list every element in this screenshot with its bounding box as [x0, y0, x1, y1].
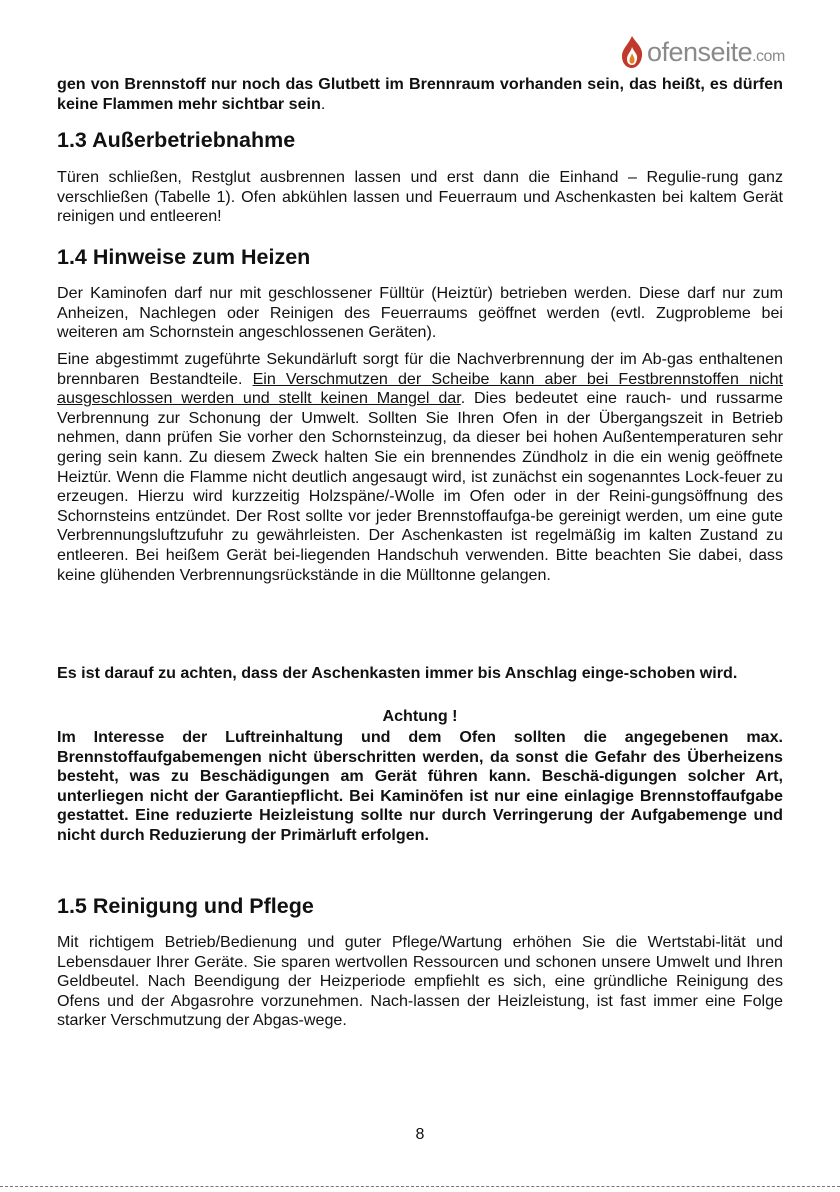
section-1-3-body: Türen schließen, Restglut ausbrennen lassen und erst dann die Einhand – Regulie-rung ganz verschließen (Tabelle 1). Ofen abkühlen lassen und Feuerraum und Aschenkasten bei kaltem Gerät reinigen und entleeren! — [57, 168, 783, 226]
para-2-end: . Dies bedeutet eine rauch- und russarme Verbrennung zur Schonung der Umwelt. Sollten Sie Ihren Ofen in der Übergangszeit in Betrieb nehmen, dann prüfen Sie vorher den Schornsteinzug, da dieser bei hohen Außentemperaturen sehr gering sein kann. Zu diesem Zweck halten Sie ein brennendes Zündholz in die ein wenig geöffnete Heiztür. Wenn die Flamme nicht deutlich angesaugt wird, ist zunächst ein sogenanntes Lock-feuer zu erzeugen. Hierzu wird kurzzeitig Holzspäne/-Wolle im Ofen oder in der Reini-gungsöffnung des Schornsteins entzündet. Der Rost sollte vor jeder Brennstoffaufga-be gereinigt werden, um eine gute Verbrennungsluftzufuhr zu gewährleisten. Der Aschenkasten ist regelmäßig im kalten Zustand zu entleeren. Bei heißem Gerät bei-liegenden Handschuh verwenden. Bitte beachten Sie dabei, dass keine glühenden Verbrennungsrückstände in die Mülltonne gelangen. — [57, 389, 783, 584]
page-number: 8 — [415, 1126, 425, 1143]
heading-1-4: 1.4 Hinweise zum Heizen — [57, 245, 311, 269]
intro-paragraph — [57, 75, 783, 114]
achtung-title: Achtung ! — [382, 707, 458, 725]
page-bottom-divider — [0, 1186, 840, 1187]
heading-1-5: 1.5 Reinigung und Pflege — [57, 894, 314, 918]
intro-bold-text: gen von Brennstoff nur noch das Glutbett im Brennraum vorhanden sein, das heißt, es dürfen keine Flammen mehr sichtbar sein — [57, 75, 783, 113]
section-1-4-para-2 — [57, 350, 783, 585]
achtung-body: Im Interesse der Luftreinhaltung und dem Ofen sollten die angegebenen max. Brennstoffaufgabemengen nicht überschritten werden, da sonst die Gefahr des Überheizens besteht, was zu Beschädigungen am Gerät führen kann. Beschä-digungen solcher Art, unterliegen nicht der Garantiepflicht. Bei Kaminöfen ist nur eine einlagige Brennstoffaufgabe gestattet. Eine reduzierte Heizleistung sollte nur durch Verringerung der Aufgabemenge und nicht durch Reduzierung der Primärluft erfolgen. — [57, 728, 783, 844]
section-1-4-ash-notice: Es ist darauf zu achten, dass der Aschenkasten immer bis Anschlag einge-schoben wird. — [57, 664, 738, 682]
section-1-4-para-1: Der Kaminofen darf nur mit geschlossener Fülltür (Heiztür) betrieben werden. Diese darf nur zum Anheizen, Nachlegen oder Reinigen des Feuerraums geöffnet werden (evtl. Zugprobleme bei weiteren am Schornstein angeschlossenen Geräten). — [57, 284, 783, 342]
para-2-start: Eine abgestimmt zugeführte Sekundärluft sorgt für die Nachverbrennung der im Ab-gas enthaltenen brennbaren Bestandteile. — [57, 350, 783, 388]
flame-icon — [619, 35, 645, 69]
section-1-5-body: Mit richtigem Betrieb/Bedienung und guter Pflege/Wartung erhöhen Sie die Wertstabi-lität und Lebensdauer Ihrer Geräte. Sie sparen wertvollen Ressourcen und schonen unsere Umwelt und Ihren Geldbeutel. Nach Beendigung der Heizperiode empfiehlt es sich, eine gründliche Reinigung des Ofens und der Abgasrohre vorzunehmen. Nach-lassen der Heizleistung, ist fast immer eine Folge starker Verschmutzung der Abgas-wege. — [57, 933, 783, 1030]
ofenseite-logo — [619, 32, 785, 72]
para-2-underlined: Ein Verschmutzen der Scheibe kann aber bei Festbrennstoffen nicht ausgeschlossen werden und stellt keinen Mangel dar — [57, 369, 783, 408]
heading-1-3: 1.3 Außerbetriebnahme — [57, 128, 296, 152]
intro-end: . — [320, 94, 326, 113]
logo-wordmark: ofenseite.com — [647, 36, 785, 67]
